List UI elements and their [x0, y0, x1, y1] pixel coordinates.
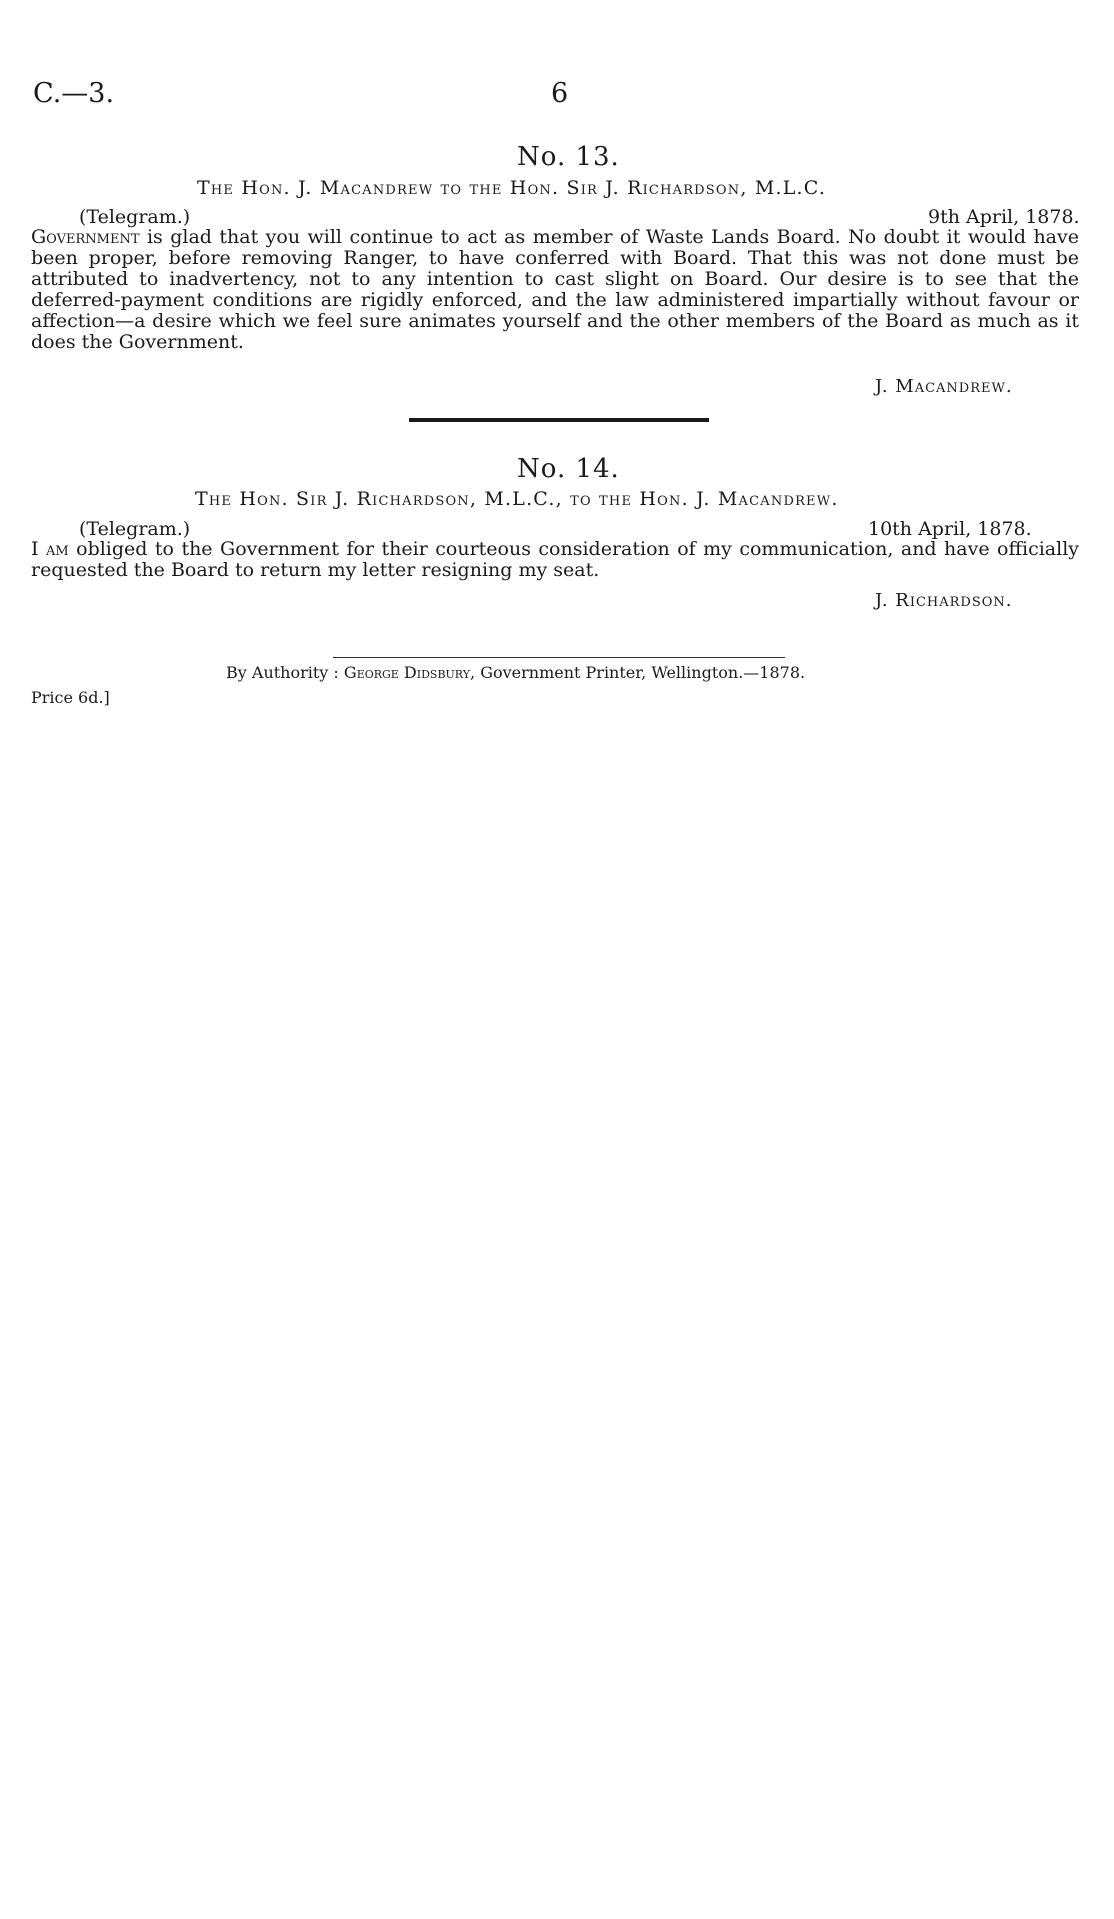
- section-14-message-type: (Telegram.): [79, 518, 191, 540]
- section-13-message-type: (Telegram.): [79, 206, 191, 228]
- printer-imprint: [226, 663, 805, 682]
- imprint-suffix: , Government Printer, Wellington.—1878.: [470, 663, 806, 682]
- footer-rule: [333, 657, 785, 658]
- section-13-lead-word: Government: [31, 226, 140, 248]
- section-14-body: [31, 539, 1079, 581]
- section-13-date: 9th April, 1878.: [928, 206, 1080, 228]
- section-14-signature: J. Richardson.: [875, 590, 1013, 611]
- section-13-heading: No. 13.: [517, 142, 620, 172]
- section-14-heading: No. 14.: [517, 454, 620, 484]
- section-13-body: [31, 227, 1079, 353]
- section-14-lead-word: I am: [31, 538, 69, 560]
- section-14-from-to: The Hon. Sir J. Richardson, M.L.C., to the Hon. J. Macandrew.: [195, 488, 839, 510]
- price-note: Price 6d.]: [31, 688, 110, 707]
- section-14-date: 10th April, 1878.: [868, 518, 1032, 540]
- page-number: 6: [551, 78, 569, 109]
- document-code: C.—3.: [33, 78, 115, 109]
- section-13-body-text: is glad that you will continue to act as member of Waste Lands Board. No doubt it would have been proper, before removing Ranger, to have conferred with Board. That this was not done must be attributed to inadvertency, not to any intention to cast slight on Board. Our desire is to see that the deferred-payment conditions are rigidly enforced, and the law administered impartially without favour or affection—a desire which we feel sure animates yourself and the other members of the Board as much as it does the Government.: [31, 226, 1079, 353]
- section-14-body-text: obliged to the Government for their courteous consideration of my communication, and have officially requested the Board to return my letter resigning my seat.: [31, 538, 1080, 581]
- imprint-prefix: By Authority :: [226, 663, 344, 682]
- section-divider: [409, 418, 709, 422]
- imprint-printer-name: George Didsbury: [343, 663, 471, 682]
- section-13-signature: J. Macandrew.: [875, 376, 1013, 397]
- section-13-from-to: The Hon. J. Macandrew to the Hon. Sir J. Richardson, M.L.C.: [197, 177, 827, 199]
